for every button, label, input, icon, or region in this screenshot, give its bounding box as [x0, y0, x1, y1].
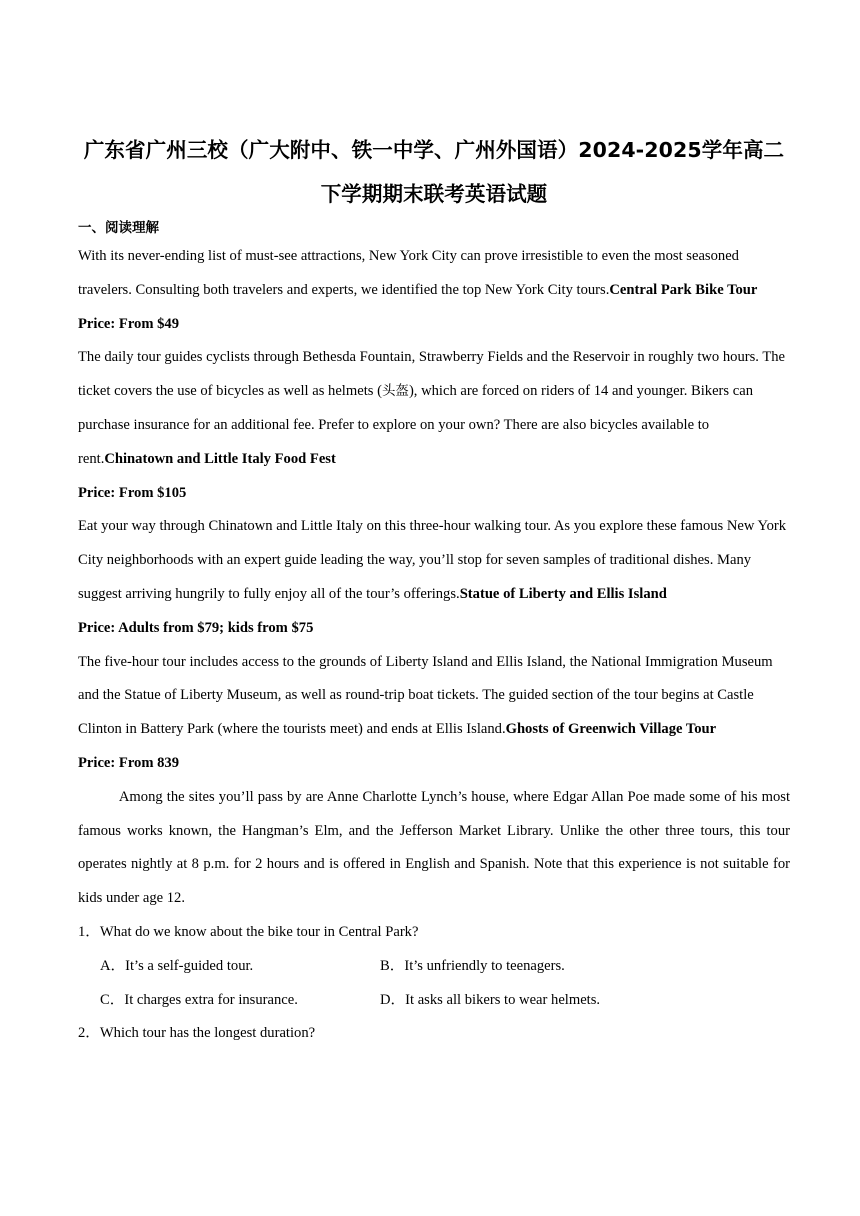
tour-1-name: Central Park Bike Tour [609, 281, 758, 298]
tour-1-text-b: ), which are forced on riders of 14 and younger. Bikers can purchase insurance for an additional fee. Prefer to explore on your own? There are also bicycles available to rent. [78, 383, 753, 467]
question-2-text: Which tour has the longest duration? [99, 1025, 316, 1042]
tour-3-description [78, 646, 790, 747]
question-2 [78, 1017, 790, 1051]
tour-2-price: Price: From $105 [78, 484, 187, 501]
tour-3-text: The five-hour tour includes access to the grounds of Liberty Island and Ellis Island, the National Immigration Museum and the Statue of Liberty Museum, as well as round-trip boat tickets. The guided section of the tour begins at Castle Clinton in Battery Park (where the tourists meet) and ends at Ellis Island. [78, 653, 773, 738]
option-d[interactable]: D．It asks all bikers to wear helmets. [380, 991, 601, 1008]
passage [78, 240, 790, 916]
tour-1-text-a: The daily tour guides cyclists through Bethesda Fountain, Strawberry Fields and the Reservoir in roughly two hours. The ticket covers the use of bicycles as well as helmets ( [78, 349, 786, 400]
question-2-number: 2． [78, 1025, 100, 1042]
tour-3-name: Statue of Liberty and Ellis Island [459, 585, 667, 602]
tour-1-cn-gloss: 头盔 [381, 383, 409, 400]
tour-3-price: Price: Adults from $79; kids from $75 [78, 619, 314, 636]
tour-2-text: Eat your way through Chinatown and Little Italy on this three-hour walking tour. As you explore these famous New York City neighborhoods with an expert guide leading the way, you’ll stop for seven samples of traditional dishes. Many suggest arriving hungrily to fully enjoy all of the tour’s offerings. [78, 518, 787, 602]
tour-2-name: Chinatown and Little Italy Food Fest [104, 450, 336, 467]
option-b[interactable]: B．It’s unfriendly to teenagers. [380, 957, 565, 974]
tour-4-price: Price: From 839 [78, 754, 180, 771]
section-heading: 一、阅读理解 [78, 220, 159, 236]
intro-paragraph [78, 240, 790, 308]
option-c[interactable]: C．It charges extra for insurance. [100, 991, 298, 1008]
tour-4-description: Among the sites you’ll pass by are Anne Charlotte Lynch’s house, where Edgar Allan Poe made some of his most famous works known, the Hangman’s Elm, and the Jefferson Market Library. Unlike the other three tours, this tour operates nightly at 8 p.m. for 2 hours and is offered in English and Spanish. Note that this experience is not suitable for kids under age 12. [78, 788, 790, 907]
intro-text: With its never-ending list of must-see attractions, New York City can prove irresistible to even the most seasoned travelers. Consulting both travelers and experts, we identified the top New York City tours. [78, 248, 739, 298]
document-title: 广东省广州三校（广大附中、铁一中学、广州外国语）2024-2025学年高二下学期期末联考英语试题 [83, 138, 785, 206]
tour-1-description [78, 341, 790, 476]
question-1-options [78, 950, 790, 1018]
tour-4-name: Ghosts of Greenwich Village Tour [505, 721, 717, 738]
question-1 [78, 916, 790, 950]
option-a[interactable]: A．It’s a self-guided tour. [100, 957, 254, 974]
question-1-number: 1． [78, 923, 100, 940]
tour-2-description [78, 510, 790, 611]
tour-1-price: Price: From $49 [78, 315, 180, 332]
question-1-text: What do we know about the bike tour in Central Park? [99, 923, 419, 940]
document-page [78, 128, 790, 1051]
